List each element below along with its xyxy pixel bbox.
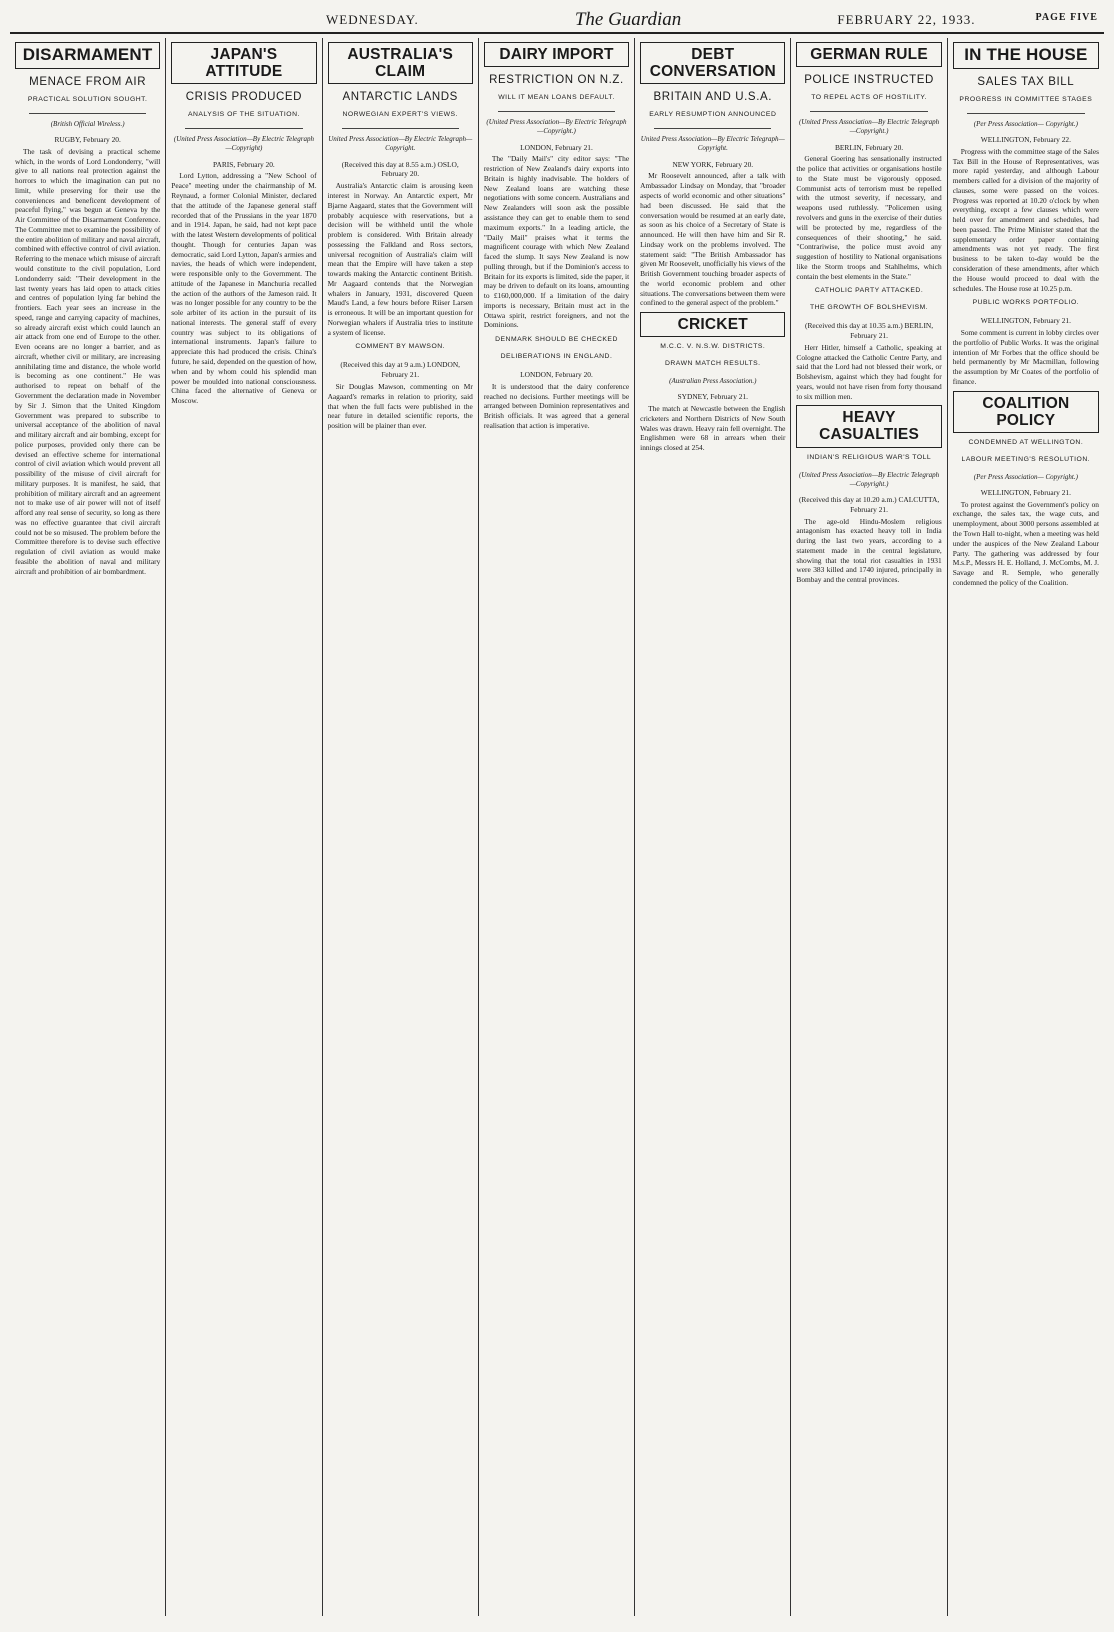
dateline: WELLINGTON, February 22.	[980, 135, 1071, 145]
headline: COALITION POLICY	[953, 391, 1099, 433]
article-body	[640, 404, 785, 453]
deck-line: DELIBERATIONS IN ENGLAND.	[500, 353, 613, 361]
subheadline: SALES TAX BILL	[977, 75, 1075, 88]
dateline: NEW YORK, February 20.	[672, 159, 754, 169]
newspaper-page	[10, 8, 1104, 1616]
article-body	[15, 147, 160, 577]
credit-line: United Press Association—By Electric Telegraph—Copyright.	[640, 135, 785, 153]
deck-line: DRAWN MATCH RESULTS.	[664, 360, 761, 368]
article-body	[953, 147, 1099, 293]
col-dairy	[479, 38, 635, 1616]
dateline: WELLINGTON, February 21.	[980, 487, 1071, 497]
paragraph: Lord Lytton, addressing a "New School of Peace" meeting under the chairmanship of M. Reynaud, a former Colonial Minister, declared that the attitude of the Japanese general staff recorded that of the Prussians in the year 1870 and in 1914. Japan, he said, had not kept pace with the latest Western developments of political thought. Though for centuries Japan was democratic, said Lord Lytton, Japan's armies and navies, the heads of which were independent, were responsible only to the Government. The attitude of the Japanese in Manchuria recalled the action of the authors of the Jameson raid. It was no longer possible for any country to be the sole arbiter of its action in the pursuit of its national interests. The general staff of every country was subject to its obligations of international instruments. Japan's failure to appreciate this had produced the crisis. China's future, he said, depended on the question of how, when and by whom could his splendid man power be moulded into national consciousness. China faced the alternative of Geneva or Moscow.	[171, 171, 317, 406]
deck-line: PROGRESS IN COMMITTEE STAGES	[959, 95, 1093, 103]
article-body	[953, 500, 1099, 588]
credit-line: (Australian Press Association.)	[669, 377, 757, 386]
deck-line: COMMENT BY MAWSON.	[355, 343, 446, 351]
credit-line: (Per Press Association— Copyright.)	[973, 472, 1078, 481]
credit-line: (United Press Association—By Electric Telegraph—Copyright)	[173, 135, 314, 153]
divider-rule	[342, 128, 459, 129]
subheadline: BRITAIN AND U.S.A.	[653, 91, 773, 104]
col-australia	[323, 38, 479, 1616]
article-body	[484, 154, 629, 330]
dateline: (Received this day at 8.55 a.m.) OSLO, February 20.	[341, 159, 459, 179]
dateline: PARIS, February 20.	[213, 159, 275, 169]
deck-line: NORWEGIAN EXPERT'S VIEWS.	[342, 111, 458, 119]
dateline: RUGBY, February 20.	[54, 135, 121, 145]
credit-line: United Press Association—By Electric Telegraph—Copyright.	[328, 135, 473, 153]
article-body	[796, 154, 941, 281]
headline: GERMAN RULE	[796, 42, 941, 67]
dateline: SYDNEY, February 21.	[677, 392, 749, 402]
article-body	[640, 171, 785, 308]
article-body	[328, 181, 473, 337]
headline: CRICKET	[640, 312, 785, 337]
masthead-date: FEBRUARY 22, 1933.	[837, 12, 976, 27]
deck-line: WILL IT MEAN LOANS DEFAULT.	[498, 94, 615, 102]
col-german	[791, 38, 947, 1616]
divider-rule	[498, 111, 615, 112]
article-body	[796, 517, 941, 585]
col-house	[948, 38, 1104, 1616]
dateline: BERLIN, February 20.	[834, 142, 904, 152]
article-body	[328, 382, 473, 431]
dateline: WELLINGTON, February 21.	[980, 316, 1071, 326]
paragraph: The task of devising a practical scheme which, in the words of Lord Londonderry, "will give to all nations real protection against the horrors to which the imagination can put no limit, while preserving for their use the conveniences and beneficent development of peaceful flying," was begun at Geneva by the Air Committee of the Disarmament Conference. The Committee met to examine the possibility of the entire abolition of military and naval aircraft, combined with effective control of civil aviation. Referring to the menace which misuse of aircraft would constitute to the civil population, Lord Londonderry said: "Their development in the last twenty years has laid open to attack cities and centres of population lying far behind the frontiers. Each year sees an increase in the speed, range and carrying capacity of machines, so already aircraft exist which could launch an air attack from one end of Europe to the other. Even oceans are no longer a barrier, and as aircraft, whether civil or military, are increasing annihilating time and distance, the whole world is becoming as one continent." He was authorised to repeat on behalf of the Government the declaration made in November by Sir J. Simon that the United Kingdom Government was prepared to subscribe to universal acceptance of the abolition of naval and military aircraft and air bombing, except for police purposes, provided only there can be devised an effective scheme for international control of civil aviation which would prevent all possibility of the misuse of civil aircraft for military purposes. It is manifest, he said, that prohibition of military aircraft and an agreement not to make use of air power will not of itself afford any real sense of security, so long as there was no effective guarantee that civil aircraft could not be so misused. The problem before the Committee therefore is to devise such effective regulation of civil aviation as would make feasible the abolition of naval and military aircraft and prohibition of air bombardment.	[15, 146, 161, 576]
headline: DAIRY IMPORT	[484, 42, 629, 67]
deck-line: ANALYSIS OF THE SITUATION.	[187, 111, 300, 119]
paragraph: Herr Hitler, himself a Catholic, speaking at Cologne attacked the Catholic Centre Party, and said that the Lord had not blessed their work, or Bolshevism, against which they had fought for years, would not have risen from forty thousand to six million men.	[796, 342, 942, 401]
credit-line: (United Press Association—By Electric Telegraph—Copyright.)	[486, 118, 627, 136]
article-body	[171, 171, 316, 405]
paragraph: It is understood that the dairy conference reached no decisions. Further meetings will be arranged between Dominion representatives and British officials. It was agreed that a general realisation that action is imperative.	[483, 381, 630, 430]
credit-line: (British Official Wireless.)	[50, 119, 125, 128]
paragraph: Australia's Antarctic claim is arousing keen interest in Norway. An Antarctic expert, Mr Bjarne Aagaard, states that the Government will probably acquiesce with reservations, but a decision will be withheld until the whole problem is considered. With Britain already possessing the Falkland and Ross sectors, universal recognition of Australia's claim will mean that the Empire will have taken a step towards making the Antarctic continent British. Mr Aagaard contends that the Norwegian whalers in January, 1931, discovered Queen Maud's Land, a few hours before Riiser Larsen is erroneous. It will be an important question for Norwegian whalers if Australia tries to institute a system of license.	[327, 181, 473, 337]
dateline: LONDON, February 21.	[520, 142, 593, 152]
masthead-page-label: PAGE FIVE	[1035, 12, 1098, 23]
masthead-right	[837, 12, 1098, 28]
divider-rule	[810, 111, 927, 112]
divider-rule	[29, 113, 146, 114]
headline: IN THE HOUSE	[953, 42, 1099, 69]
article-body	[796, 343, 941, 402]
paragraph: To protest against the Government's policy on exchange, the sales tax, the wage cuts, and unemployment, about 3000 persons assembled at the Town Hall to-night, when a meeting was held under the auspices of the New Zealand Labour Party. The gathering was addressed by four M.s.P., Messrs H. E. Holland, J. McCombs, M. J. Savage and R. Semple, who generally condemned the policy of the Coalition.	[952, 499, 1099, 587]
col-disarmament	[10, 38, 166, 1616]
masthead-paper-title: The Guardian	[574, 9, 682, 30]
article-body	[484, 382, 629, 431]
divider-rule	[654, 128, 771, 129]
masthead	[10, 8, 1104, 34]
deck-line: PRACTICAL SOLUTION SOUGHT.	[27, 95, 148, 103]
paragraph: The match at Newcastle between the English cricketers and Northern Districts of New South Wales was drawn. Heavy rain fell overnight. The Englishmen were 68 in arrears when their innings closed at 254.	[640, 404, 786, 453]
dateline: (Received this day at 10.35 a.m.) BERLIN, February 21.	[805, 321, 934, 341]
dateline: (Received this day at 9 a.m.) LONDON, February 21.	[340, 360, 461, 380]
deck-line: THE GROWTH OF BOLSHEVISM.	[809, 304, 929, 312]
subheadline: RESTRICTION ON N.Z.	[489, 74, 624, 87]
deck-line: LABOUR MEETING'S RESOLUTION.	[961, 455, 1091, 463]
paragraph: Mr Roosevelt announced, after a talk with Ambassador Lindsay on Monday, that "broader aspects of world economic and other situations" had been discussed. He said that the conversation would be resumed at an early date, as soon as his choice of a Secretary of State is announced. He will then have him and Sir R. Lindsay work on the problems involved. The statement said: "The British Ambassador has given Mr Roosevelt, unofficially his views of the British Government touching broader aspects of the world economic problem and other situations. The conversations between them were confined to the general aspect of the problem."	[640, 171, 786, 308]
paragraph: Sir Douglas Mawson, commenting on Mr Aagaard's remarks in relation to priority, said that when the full facts were published in the near future in detailed scientific reports, the position will be plainer than ever.	[327, 381, 473, 431]
paragraph: The age-old Hindu-Moslem religious antagonism has exacted heavy toll in India during the last two years, according to a statement made in the central legislature, showing that the total riot casualties in 1931 were 383 killed and 1740 injured, principally in Bombay and the central provinces.	[796, 516, 942, 585]
credit-line: (United Press Association—By Electric Telegraph—Copyright.)	[799, 118, 940, 136]
headline: DEBT CONVERSATION	[640, 42, 785, 84]
dateline: (Received this day at 10.20 a.m.) CALCUTTA, February 21.	[798, 494, 940, 514]
headline: HEAVY CASUALTIES	[796, 405, 941, 447]
headline: JAPAN'S ATTITUDE	[171, 42, 316, 84]
deck-line: CONDEMNED AT WELLINGTON.	[968, 438, 1084, 446]
deck-line: PUBLIC WORKS PORTFOLIO.	[972, 299, 1080, 307]
paragraph: Some comment is current in lobby circles over the portfolio of Public Works. It was the original intention of Mr Forbes that the office should be held permanently by Mr Macmillan, following the assumption by Mr Coates of the portfolio of finance.	[952, 328, 1099, 386]
deck-line: INDIAN'S RELIGIOUS WAR'S TOLL	[806, 453, 932, 461]
paragraph: General Goering has sensationally instructed the police that activities or organisations hostile to the State must be vigorously opposed. Communist acts of terrorism must be repelled with the utmost severity, if necessary, and weapons used ruthlessly. "Policemen using revolvers and guns in the exercise of their duties will be protected by me, regardless of the consequences of their shooting," he said. "Contrariwise, the police must avoid any suggestion of hostility to National organisations like the Storm troops and Stahlhelms, which contain the best elements in the State."	[796, 154, 942, 281]
deck-line: EARLY RESUMPTION ANNOUNCED	[649, 111, 777, 119]
col-debt	[635, 38, 791, 1616]
subheadline: POLICE INSTRUCTED	[804, 74, 934, 87]
headline: AUSTRALIA'S CLAIM	[328, 42, 473, 84]
article-body	[953, 328, 1099, 387]
divider-rule	[967, 113, 1085, 114]
divider-rule	[185, 128, 302, 129]
paragraph: Progress with the committee stage of the Sales Tax Bill in the House of Representatives, was more rapid yesterday, and although Labour members called for a division of the majority of clauses, some were passed on the voices. Progress was reported at 10.20 o'clock by when everything, except a few clauses which were held over for amendment and schedules, had been passed. The Prime Minister stated that the supplementary order paper containing amendments was not yet ready. The first business to be taken to-day would be the consideration of these amendments, after which the House would proceed to deal with the schedules. The House rose at 10.25 p.m.	[952, 146, 1099, 293]
subheadline: MENACE FROM AIR	[29, 75, 147, 88]
deck-line: DENMARK SHOULD BE CHECKED	[495, 336, 618, 344]
credit-line: (United Press Association—By Electric Telegraph—Copyright.)	[799, 470, 940, 488]
paragraph: The "Daily Mail's" city editor says: "The restriction of New Zealand's dairy exports into Britain is highly inadvisable. The holders of New Zealand loans are watching these negotiations with some concern. Australians and New Zealanders will soon ask the possible assistance they can get to enable them to send maximum exports." In a leading article, the "Daily Mail" praises what it terms the magnificent courage with which New Zealand faced the slump. It says New Zealand is now pulling through, but if the Dominion's access to Britain for its exports is limited, side the paper, it may be driven to default on its loans, amounting to £160,000,000. If a limitation of the dairy imports is necessary, Britain must act in the Ottawa spirit, restrict foreigners, and not the Dominions.	[483, 154, 630, 330]
masthead-day: WEDNESDAY.	[326, 12, 419, 27]
subheadline: CRISIS PRODUCED	[185, 91, 303, 104]
subheadline: ANTARCTIC LANDS	[342, 91, 458, 104]
deck-line: TO REPEL ACTS OF HOSTILITY.	[811, 94, 927, 102]
deck-line: M.C.C. V. N.S.W. DISTRICTS.	[660, 343, 766, 351]
article-columns	[10, 38, 1104, 1616]
deck-line: CATHOLIC PARTY ATTACKED.	[814, 287, 924, 295]
credit-line: (Per Press Association— Copyright.)	[973, 119, 1078, 128]
dateline: LONDON, February 20.	[520, 370, 593, 380]
headline: DISARMAMENT	[15, 42, 160, 69]
col-japan	[166, 38, 322, 1616]
